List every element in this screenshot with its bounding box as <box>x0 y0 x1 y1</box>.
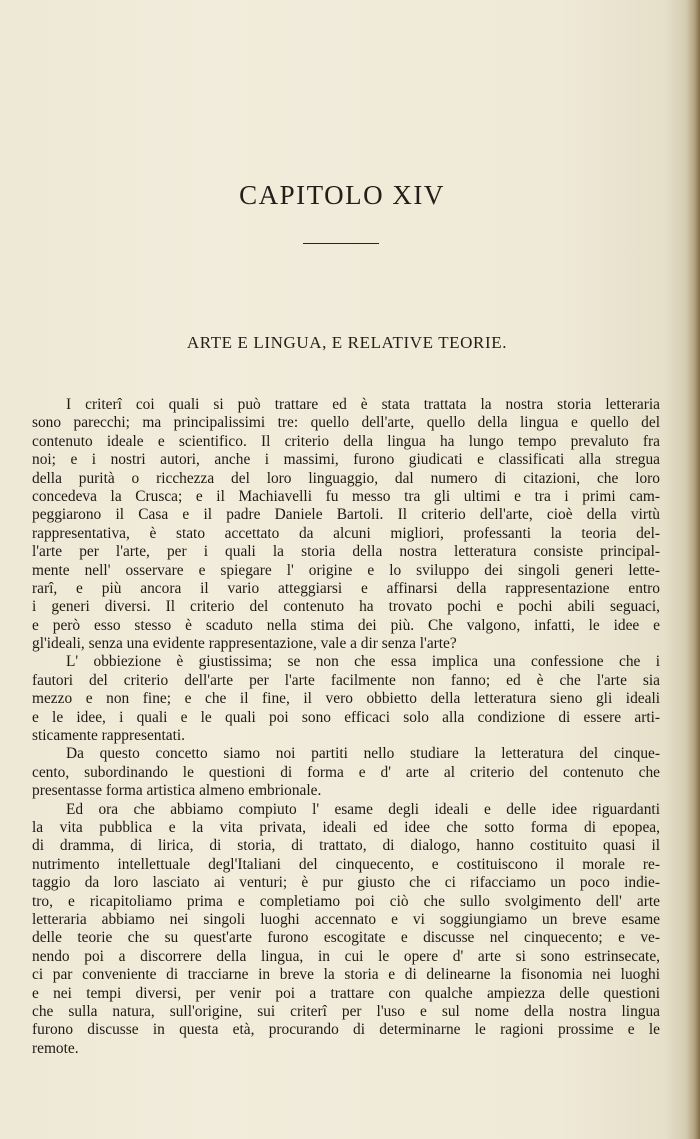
text-line: rarî, e più ancora il vario atteggiarsi e affinarsi della rappresentazione entro <box>32 579 660 597</box>
chapter-title: CAPITOLO XIV <box>239 180 445 210</box>
text-line: della purità o ricchezza del loro linguaggio, dal numero di citazioni, che loro <box>32 469 660 487</box>
section-title: ARTE E LINGUA, E RELATIVE TEORIE. <box>186 333 508 352</box>
text-line: sticamente rappresentati. <box>32 727 185 745</box>
text-line: i generi diversi. Il criterio del contenuto ha trovato pochi e pochi abili seguaci, <box>32 598 660 616</box>
body-text <box>32 396 660 1058</box>
text-line: gl'ideali, senza una evidente rappresentazione, vale a dir senza l'arte? <box>32 635 457 653</box>
text-line: Da questo concetto siamo noi partiti nello studiare la letteratura del cinque- <box>66 745 660 763</box>
text-line: nutrimento intellettuale degl'Italiani del cinquecento, e costituiscono il morale re- <box>32 855 660 873</box>
text-line: cento, subordinando le questioni di forma e d' arte al criterio del contenuto che <box>32 763 660 781</box>
text-line: ci par conveniente di tracciarne in breve la storia e di delinearne la fisonomia nei luoghi <box>32 966 660 984</box>
text-line: peggiarono il Casa e il padre Daniele Bartoli. Il criterio dell'arte, cioè della virtù <box>32 506 660 524</box>
text-line: fautori del criterio dell'arte per l'arte facilmente non fanno; ed è che l'arte sia <box>32 671 660 689</box>
text-line: nendo poi a discorrere della lingua, in cui le opere d' arte si sono estrinsecate, <box>32 947 660 965</box>
text-line: delle teorie che su quest'arte furono escogitate e discusse nel cinquecento; e ve- <box>32 929 660 947</box>
text-line: remote. <box>32 1039 79 1057</box>
text-line: concedeva la Crusca; e il Machiavelli fu messo tra gli ultimi e tra i primi cam- <box>32 487 660 505</box>
text-line: furono discusse in questa età, procurando di determinarne le ragioni prossime e le <box>32 1021 660 1039</box>
text-line: letteraria abbiamo nei singoli luoghi accennato e vi soggiungiamo un breve esame <box>32 910 660 928</box>
text-line: rappresentativa, è stato accettato da alcuni migliori, professanti la teoria del- <box>32 524 660 542</box>
text-line: presentasse forma artistica almeno embrionale. <box>32 782 322 800</box>
text-line: I criterî coi quali si può trattare ed è stata trattata la nostra storia letteraria <box>66 396 660 413</box>
text-line: l'arte per l'arte, per i quali la storia della nostra letteratura consiste principal- <box>32 543 660 561</box>
text-line: e nei tempi diversi, per venir poi a trattare con qualche ampiezza delle questioni <box>32 984 660 1002</box>
text-line: tro, e ricapitoliamo prima e completiamo poi ciò che sullo svolgimento dell' arte <box>32 892 660 910</box>
text-line: che sulla natura, sull'origine, sui criterî per l'uso e sul nome della nostra lingua <box>32 1002 660 1020</box>
text-line: la vita pubblica e la vita privata, ideali ed idee che sotto forma di epopea, <box>32 818 660 836</box>
text-line: mente nell' osservare e spiegare l' origine e lo sviluppo dei singoli generi lette- <box>32 561 660 579</box>
text-line: L' obbiezione è giustissima; se non che essa implica una confessione che i <box>66 653 660 671</box>
page-edge-shadow <box>686 0 700 1139</box>
text-line: mezzo e non fine; e che il fine, il vero obbietto della letteratura sieno gli ideali <box>32 690 660 708</box>
text-line: e però esso stesso è scaduto nella stima dei più. Che valgono, infatti, le idee e <box>32 616 660 634</box>
text-line: sono parecchi; ma principalissimi tre: quello dell'arte, quello della lingua e quello del <box>32 414 660 432</box>
title-divider <box>303 243 379 244</box>
text-line: noi; e i nostri autori, anche i massimi, furono giudicati e classificati alla stregua <box>32 451 660 469</box>
text-line: contenuto ideale e scientifico. Il criterio della lingua ha lungo tempo prevaluto fra <box>32 432 660 450</box>
text-line: taggio da loro lasciato ai venturi; è pur giusto che ci rifacciamo un poco indie- <box>32 874 660 892</box>
text-line: di dramma, di lirica, di storia, di trattato, di dialogo, hanno costituito quasi il <box>32 837 660 855</box>
text-line: Ed ora che abbiamo compiuto l' esame degli ideali e delle idee riguardanti <box>66 800 660 818</box>
text-line: e le idee, i quali e le quali poi sono efficaci solo alla condizione di essere arti- <box>32 708 660 726</box>
